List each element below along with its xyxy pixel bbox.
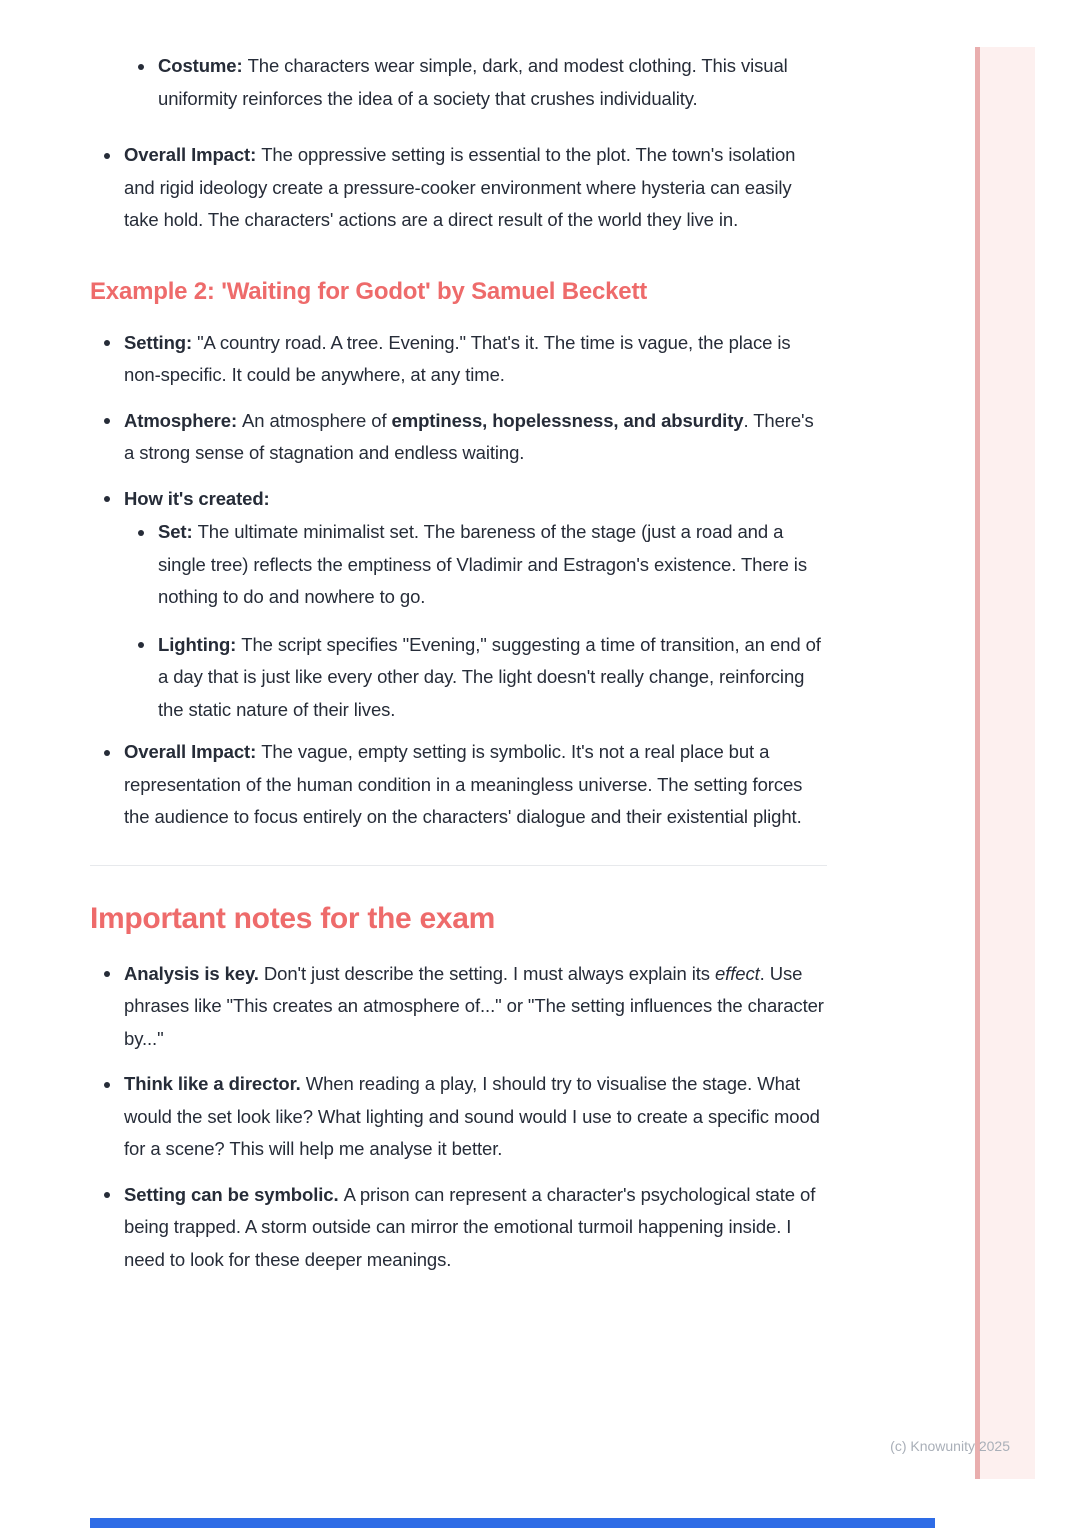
example2-impact-list xyxy=(90,736,827,834)
text-run: emptiness, hopelessness, and absurdity xyxy=(391,409,744,431)
text-run: "A country road. A tree. Evening." That's it. The time is vague, the place is non-specific. It could be anywhere, at any time. xyxy=(124,331,791,385)
notes-list xyxy=(90,958,827,1277)
text-run: A prison can represent a character's psychological state of being trapped. A storm outside can mirror the emotional turmoil happening inside. I need to look for these deeper meanings. xyxy=(124,1183,816,1270)
bullet-icon xyxy=(104,1082,110,1088)
text-run: Analysis is key. xyxy=(124,962,264,984)
text-run: Costume: xyxy=(158,55,248,76)
bullet-icon xyxy=(138,64,144,70)
bullet-icon xyxy=(104,153,110,159)
section-divider xyxy=(90,865,827,866)
copyright-text: (c) Knowunity 2025 xyxy=(890,1438,1010,1454)
bullet-icon xyxy=(104,750,110,756)
text-run: An atmosphere of xyxy=(242,409,392,431)
bullet-icon xyxy=(104,496,110,502)
text-run: . There's a strong sense of stagnation and endless waiting. xyxy=(124,409,814,463)
bullet-icon xyxy=(104,418,110,424)
notes-heading: Important notes for the exam xyxy=(90,901,495,935)
bullet-icon xyxy=(138,642,144,648)
text-run: The characters wear simple, dark, and modest clothing. This visual uniformity reinforces the idea of a society that crushes individuality. xyxy=(158,55,788,109)
list-item xyxy=(124,1179,827,1277)
text-run: Lighting: xyxy=(158,633,242,655)
text-run: The ultimate minimalist set. The bareness of the stage (just a road and a single tree) reflects the emptiness of Vladimir and Estragon's existence. There is nothing to do and nowhere to go. xyxy=(158,521,807,607)
list-item xyxy=(124,405,827,470)
text-run: The vague, empty setting is symbolic. It's not a real place but a representation of the human condition in a meaningless universe. The setting forces the audience to focus entirely on the characters' dialogue and their existential plight. xyxy=(124,741,803,827)
text-run: Overall Impact: xyxy=(124,741,262,762)
list-item xyxy=(124,958,827,1056)
text-run: When reading a play, I should try to visualise the stage. What would the set look like? What lighting and sound would I use to create a specific mood for a scene? This will help me analyse it better. xyxy=(124,1073,820,1159)
bullet-icon xyxy=(104,1192,110,1198)
bullet-icon xyxy=(138,530,144,536)
text-run: Setting can be symbolic. xyxy=(124,1183,344,1205)
text-run: . Use phrases like "This creates an atmosphere of..." or "The setting influences the character by..." xyxy=(124,962,824,1049)
list-item xyxy=(124,736,827,834)
text-run: The oppressive setting is essential to the plot. The town's isolation and rigid ideology create a pressure-cooker environment where hysteria can easily take hold. The characters' actions are a direct result of the world they live in. xyxy=(124,144,796,230)
list-item xyxy=(124,1068,827,1166)
list-item xyxy=(124,327,827,392)
text-run: Set: xyxy=(158,521,198,542)
text-run: Think like a director. xyxy=(124,1073,306,1094)
bottom-blue-bar xyxy=(90,1518,935,1528)
text-run: effect xyxy=(714,962,760,984)
example2-list xyxy=(90,327,827,516)
list-item xyxy=(124,483,827,516)
text-run: The script specifies "Evening," suggesting a time of transition, an end of a day that is just like every other day. The light doesn't really change, reinforcing the static nature of their lives. xyxy=(158,633,821,720)
text-run: Don't just describe the setting. I must always explain its xyxy=(263,962,715,984)
text-run: Atmosphere: xyxy=(124,409,243,431)
overall-impact-list xyxy=(90,139,827,237)
document-content xyxy=(90,50,827,1276)
bullet-icon xyxy=(104,971,110,977)
costume-list xyxy=(90,50,827,115)
text-run: Setting: xyxy=(124,331,198,353)
list-item xyxy=(158,50,827,115)
list-item xyxy=(158,629,827,727)
example2-heading: Example 2: 'Waiting for Godot' by Samuel Beckett xyxy=(90,277,648,305)
list-item xyxy=(158,516,827,614)
list-item xyxy=(124,139,827,237)
text-run: Overall Impact: xyxy=(124,144,262,165)
example2-sublist xyxy=(90,516,827,726)
text-run: How it's created: xyxy=(124,487,270,509)
bullet-icon xyxy=(104,340,110,346)
pink-sidebar-decoration xyxy=(975,47,1035,1479)
